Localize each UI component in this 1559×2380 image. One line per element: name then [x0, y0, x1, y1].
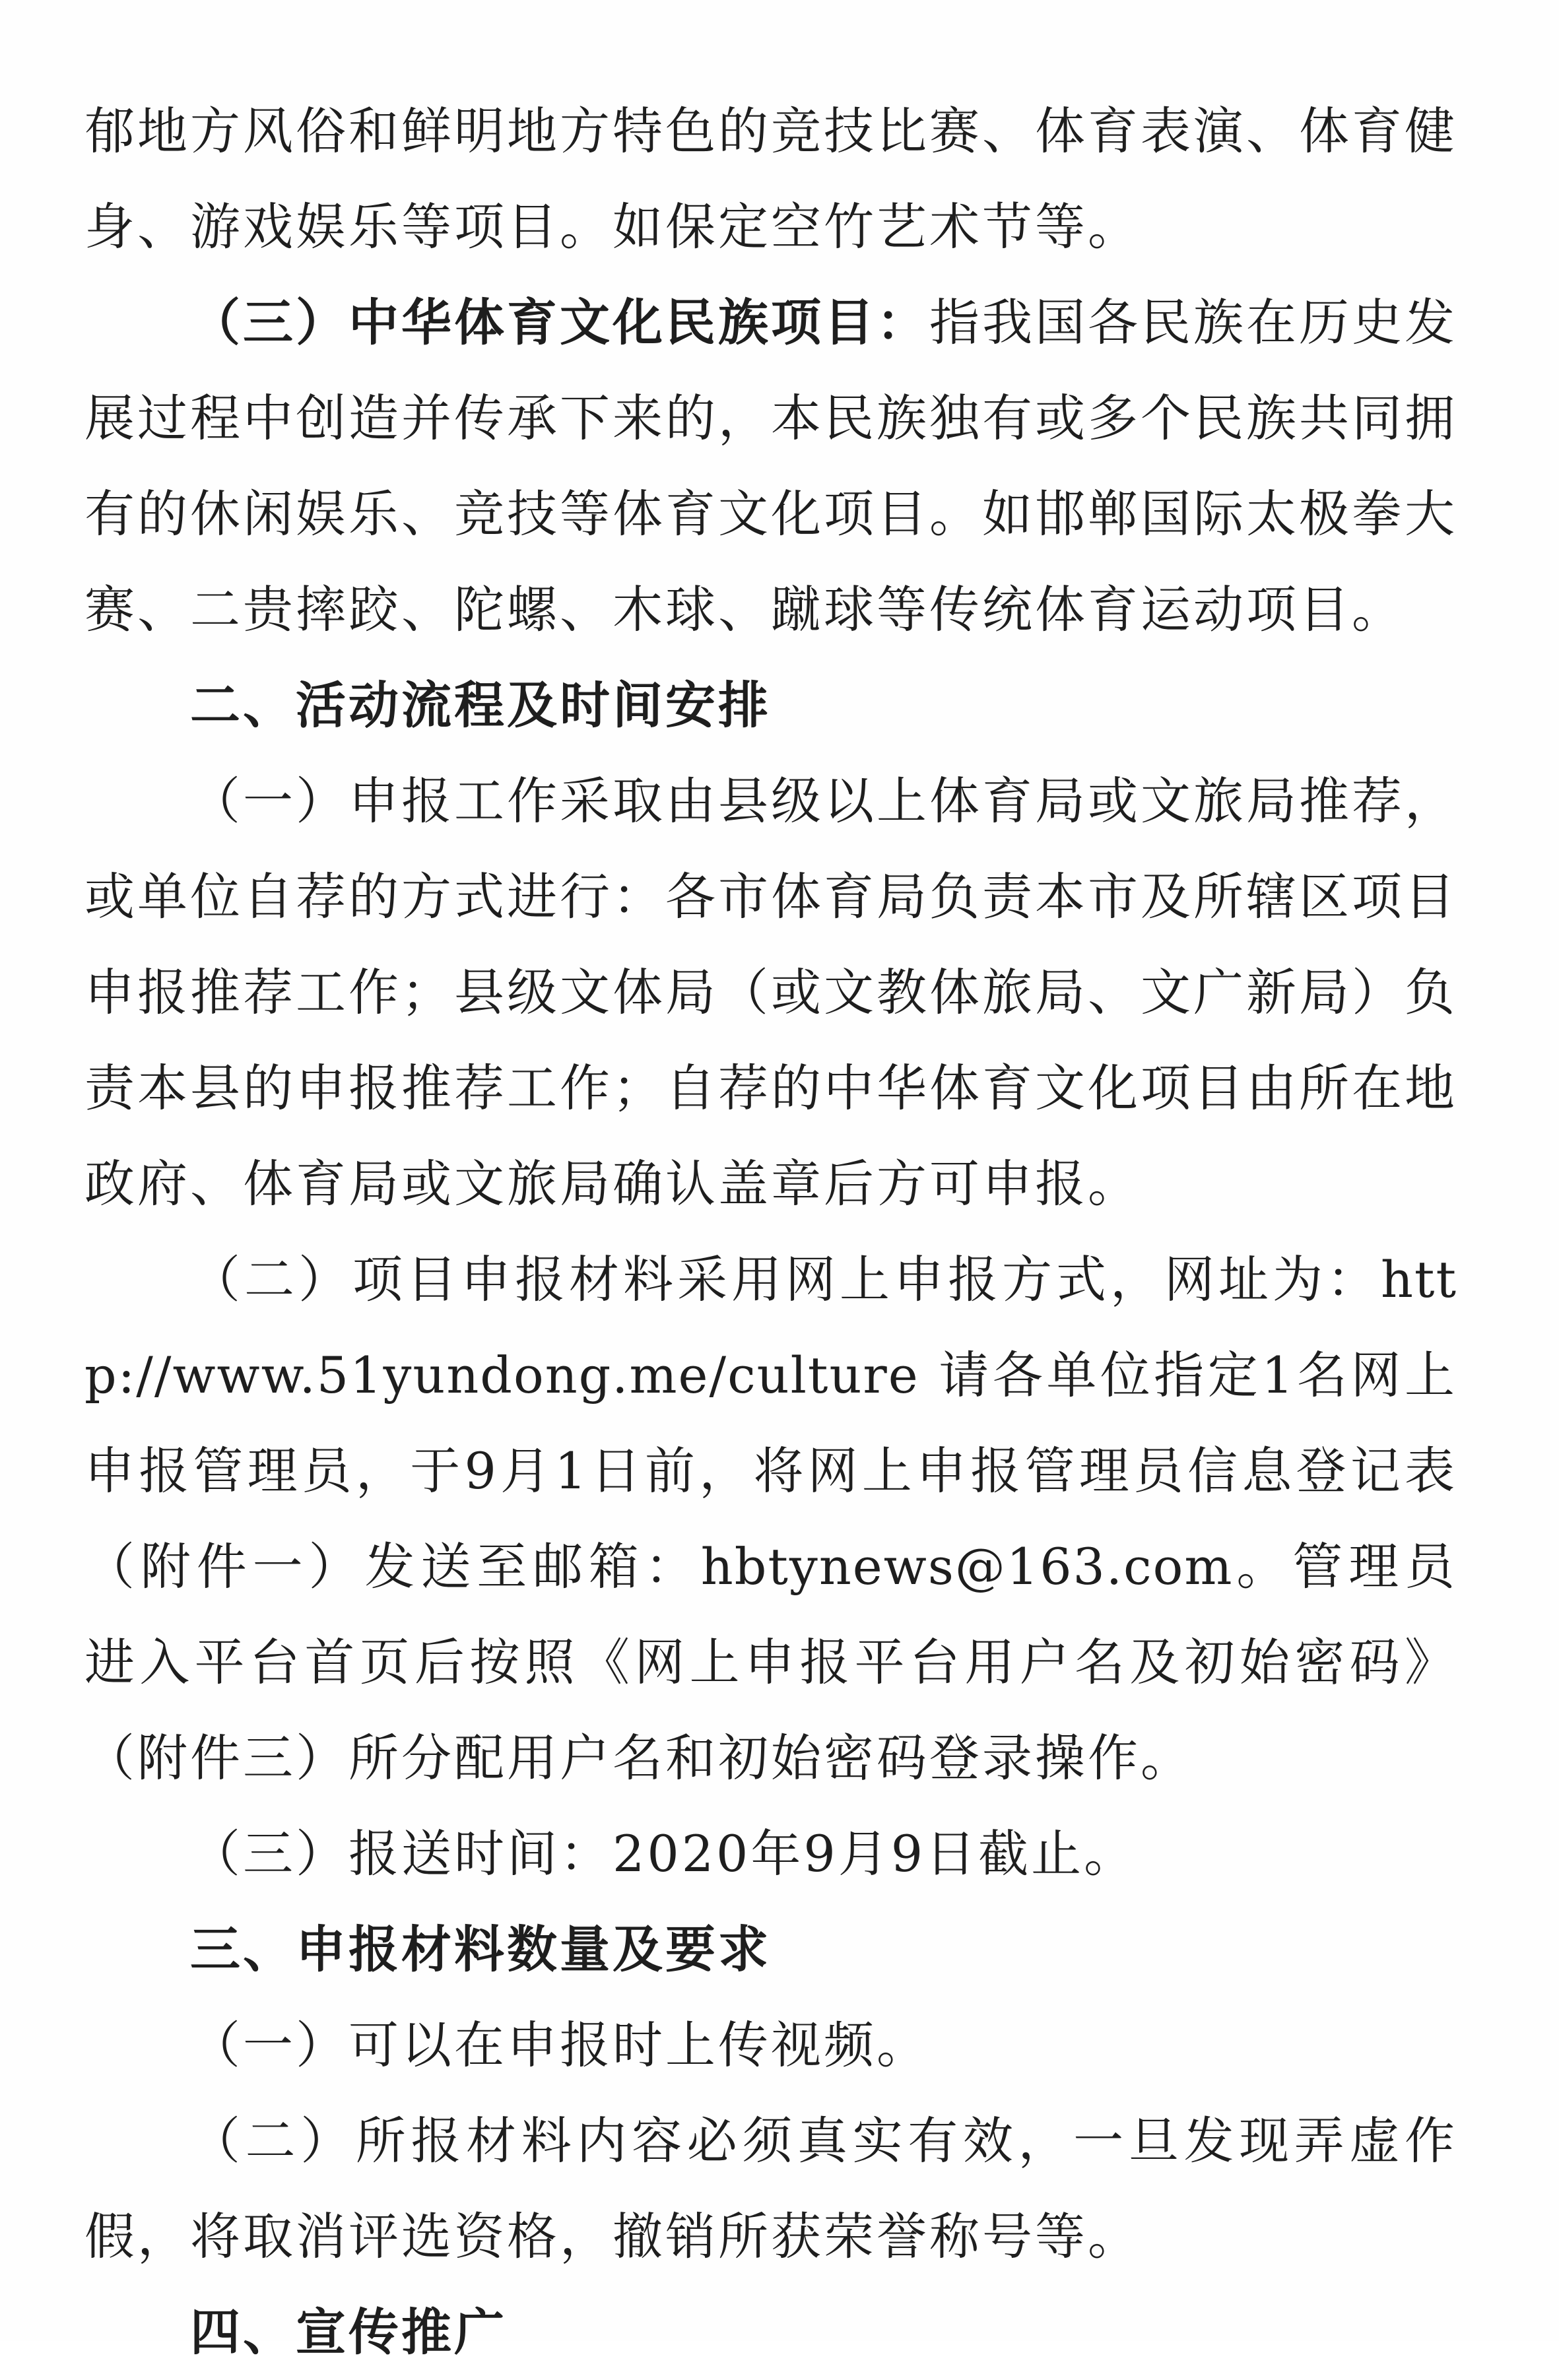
paragraph-project-types-continued	[84, 83, 1457, 275]
paragraph-text: （一）申报工作采取由县级以上体育局或文旅局推荐，或单位自荐的方式进行：各市体育局负责本市及所辖区项目申报推荐工作；县级文体局（或文教体旅局、文广新局）负责本县的申报推荐工作；自荐的中华体育文化项目由所在地政府、体育局或文旅局确认盖章后方可申报。	[84, 772, 1457, 1213]
paragraph-text: 郁地方风俗和鲜明地方特色的竞技比赛、体育表演、体育健身、游戏娱乐等项目。如保定空竹艺术节等。	[84, 102, 1457, 256]
section-heading-promotion: 四、宣传推广	[190, 2303, 507, 2362]
paragraph-text: （三）报送时间：2020年9月9日截止。	[190, 1824, 1137, 1883]
paragraph-lead: （三）中华体育文化民族项目：	[190, 293, 929, 352]
paragraph-text: （二）所报材料内容必须真实有效，一旦发现弄虚作假，将取消评选资格，撤销所获荣誉称号等。	[84, 2111, 1457, 2266]
paragraph-text: （二）项目申报材料采用网上申报方式，网址为：	[190, 1250, 1381, 1309]
paragraph-ethnic-sports-projects	[84, 275, 1457, 657]
paragraph-text: 请各单位指定1名网上申报管理员，于9月1日前，将网上申报管理员信息登记表（附件一）发送至邮箱：	[84, 1346, 1457, 1596]
contact-email-link[interactable]: hbtynews@163.com	[700, 1537, 1234, 1596]
section-heading-process: 二、活动流程及时间安排	[190, 676, 771, 735]
paragraph-online-application	[84, 1232, 1457, 1806]
paragraph-video-upload	[84, 1997, 1457, 2093]
paragraph-application-method	[84, 753, 1457, 1232]
paragraph-text: 。管理员进入平台首页后按照《网上申报平台用户名及初始密码》（附件三）所分配用户名和初始密码登录操作。	[84, 1537, 1458, 1787]
paragraph-text: （一）可以在申报时上传视频。	[190, 2016, 929, 2074]
paragraph-authenticity	[84, 2093, 1457, 2284]
document-body	[84, 83, 1457, 2380]
application-url-link[interactable]: http://www.51yundong.me/culture	[84, 1250, 1457, 1405]
section-heading-materials: 三、申报材料数量及要求	[190, 1920, 771, 1979]
paragraph-deadline	[84, 1806, 1457, 1901]
paragraph-text: 指我国各民族在历史发展过程中创造并传承下来的，本民族独有或多个民族共同拥有的休闲娱乐、竞技等体育文化项目。如邯郸国际太极拳大赛、二贵摔跤、陀螺、木球、蹴球等传统体育运动项目。	[84, 293, 1457, 639]
